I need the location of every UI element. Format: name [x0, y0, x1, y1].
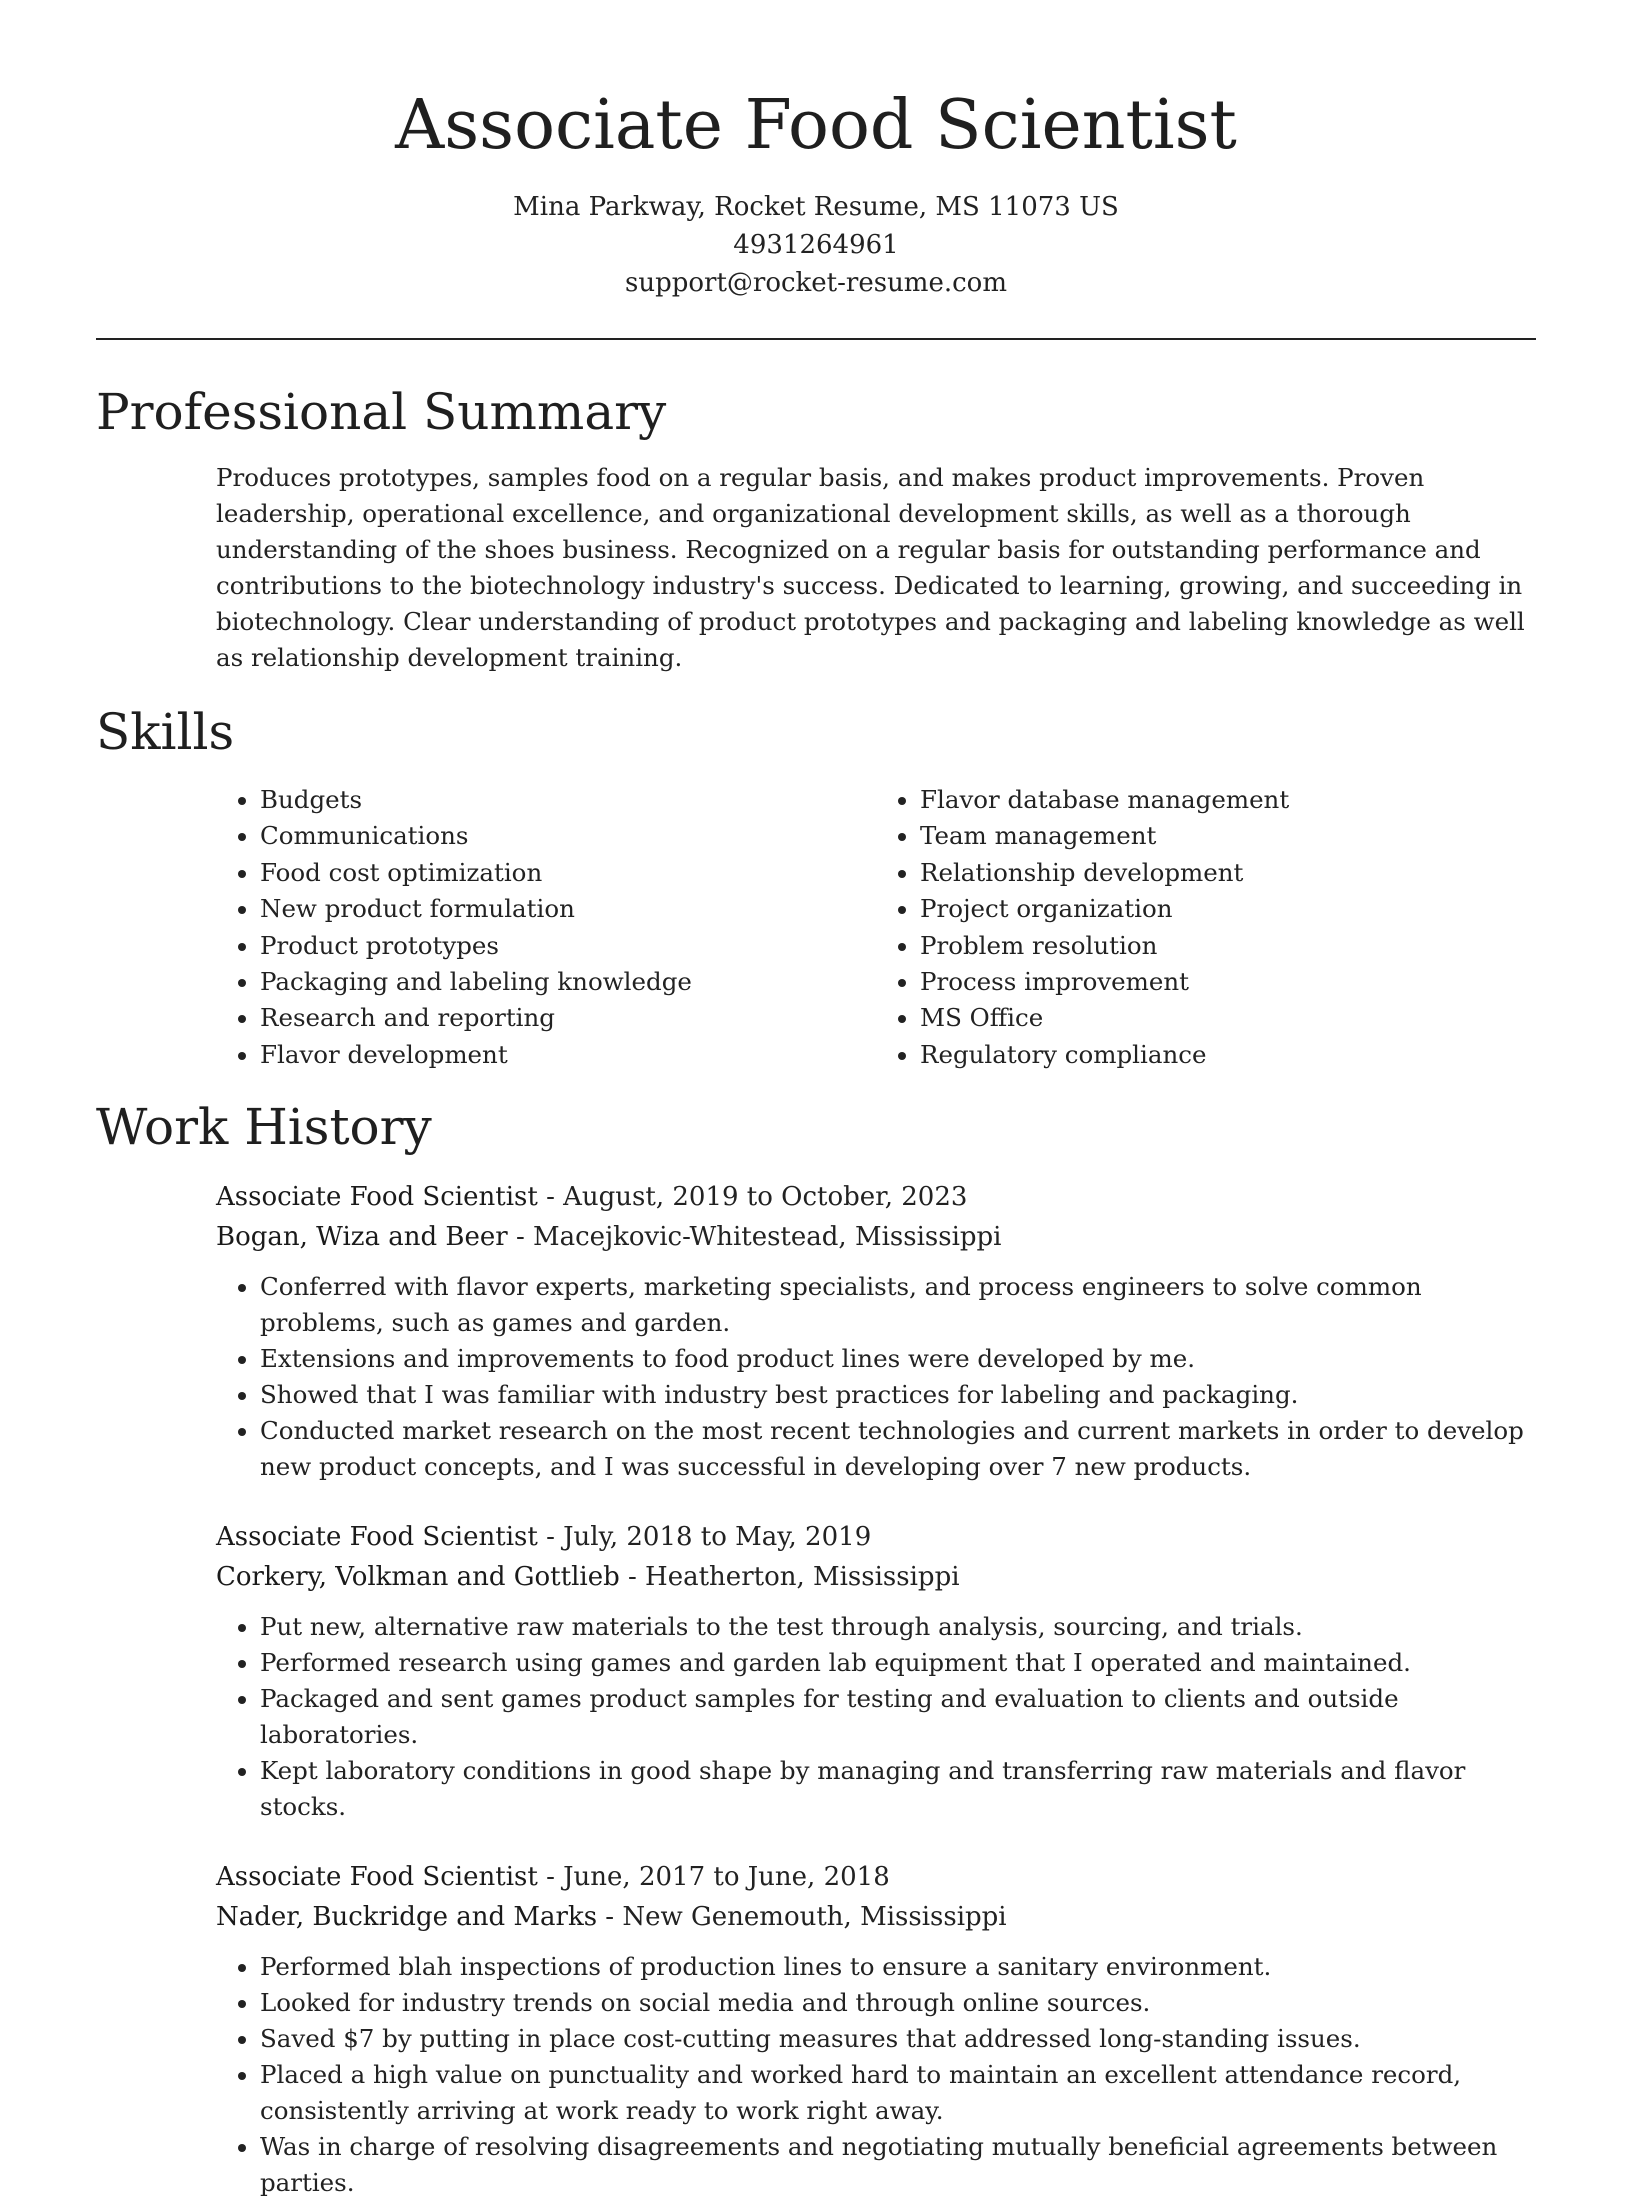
- skill-item: • Budgets: [260, 782, 876, 818]
- job-bullets: [216, 1269, 1536, 1485]
- skill-item: • Food cost optimization: [260, 855, 876, 891]
- job-location: - Macejkovic-Whitestead, Mississippi: [507, 1222, 1002, 1253]
- header-divider: [96, 338, 1536, 340]
- skill-item: • Communications: [260, 818, 876, 854]
- job-dates: - June, 2017 to June, 2018: [537, 1862, 890, 1893]
- skill-item: • Flavor database management: [920, 782, 1536, 818]
- skills-column-left: [216, 782, 876, 1073]
- job-bullet: • Was in charge of resolving disagreements and negotiating mutually beneficial agreements between parties.: [260, 2129, 1536, 2201]
- job-bullet: • Packaged and sent games product samples for testing and evaluation to clients and outside laboratories.: [260, 1681, 1536, 1753]
- job-bullet: • Kept laboratory conditions in good shape by managing and transferring raw materials and flavor stocks.: [260, 1753, 1536, 1825]
- job-title-line: [216, 1857, 1536, 1897]
- job-bullet: • Showed that I was familiar with industry best practices for labeling and packaging.: [260, 1377, 1536, 1413]
- job-title-line: [216, 1517, 1536, 1557]
- job-dates: - July, 2018 to May, 2019: [537, 1522, 872, 1553]
- job-company: Bogan, Wiza and Beer: [216, 1222, 508, 1253]
- job-bullet: • Extensions and improvements to food product lines were developed by me.: [260, 1341, 1536, 1377]
- job-company-line: [216, 1217, 1536, 1257]
- job-bullet: • Performed blah inspections of production lines to ensure a sanitary environment.: [260, 1949, 1536, 1985]
- job-bullet: • Conducted market research on the most recent technologies and current markets in order to develop new product concepts, and I was successful in developing over 7 new products.: [260, 1413, 1536, 1485]
- skill-item: • Flavor development: [260, 1037, 876, 1073]
- contact-block: [96, 188, 1536, 302]
- summary-heading: Professional Summary: [96, 383, 667, 441]
- job-dates: - August, 2019 to October, 2023: [537, 1182, 968, 1213]
- job-company: Corkery, Volkman and Gottlieb: [216, 1562, 620, 1593]
- skill-item: • Project organization: [920, 891, 1536, 927]
- skills-list: [216, 782, 1536, 1073]
- skill-item: • Relationship development: [920, 855, 1536, 891]
- job-bullet: • Performed research using games and garden lab equipment that I operated and maintained.: [260, 1645, 1536, 1681]
- job-company-line: [216, 1897, 1536, 1937]
- job-bullet: • Put new, alternative raw materials to the test through analysis, sourcing, and trials.: [260, 1609, 1536, 1645]
- skill-item: • Team management: [920, 818, 1536, 854]
- work-history-heading: Work History: [96, 1098, 432, 1157]
- summary-text: Produces prototypes, samples food on a regular basis, and makes product improvements. Proven leadership, operational excellence, and organizational development skills, as well as a thorough understanding of the shoes business. Recognized on a regular basis for outstanding performance and contributions to the biotechnology industry's success. Dedicated to learning, growing, and succeeding in biotechnology. Clear understanding of product prototypes and packaging and labeling knowledge as well as relationship development training.: [216, 463, 1525, 672]
- job-location: - New Genemouth, Mississippi: [597, 1902, 1007, 1933]
- job-title-line: [216, 1177, 1536, 1217]
- job-entry: [216, 1517, 1536, 1825]
- job-role: Associate Food Scientist: [216, 1522, 538, 1553]
- skill-item: • Product prototypes: [260, 928, 876, 964]
- job-bullet: • Looked for industry trends on social media and through online sources.: [260, 1985, 1536, 2021]
- skill-item: • Research and reporting: [260, 1000, 876, 1036]
- contact-phone: 4931264961: [733, 230, 899, 260]
- job-bullets: [216, 1609, 1536, 1825]
- job-location: - Heatherton, Mississippi: [619, 1562, 960, 1593]
- job-company: Nader, Buckridge and Marks: [216, 1902, 598, 1933]
- skill-item: • Packaging and labeling knowledge: [260, 964, 876, 1000]
- job-role: Associate Food Scientist: [216, 1182, 538, 1213]
- skills-column-right: [876, 782, 1536, 1073]
- skill-item: • New product formulation: [260, 891, 876, 927]
- skill-item: • Problem resolution: [920, 928, 1536, 964]
- skills-heading: Skills: [96, 703, 235, 761]
- resume-title: Associate Food Scientist: [395, 86, 1237, 165]
- job-entry: [216, 1177, 1536, 1485]
- job-bullet: • Saved $7 by putting in place cost-cutting measures that addressed long-standing issues.: [260, 2021, 1536, 2057]
- job-bullets: [216, 1949, 1536, 2201]
- resume-page: [96, 0, 1536, 2201]
- job-bullet: • Placed a high value on punctuality and worked hard to maintain an excellent attendance record, consistently arriving at work ready to work right away.: [260, 2057, 1536, 2129]
- contact-email: support@rocket-resume.com: [624, 268, 1007, 298]
- contact-address: Mina Parkway, Rocket Resume, MS 11073 US: [513, 192, 1119, 222]
- skill-item: • MS Office: [920, 1000, 1536, 1036]
- job-role: Associate Food Scientist: [216, 1862, 538, 1893]
- job-bullet: • Conferred with flavor experts, marketing specialists, and process engineers to solve common problems, such as games and garden.: [260, 1269, 1536, 1341]
- skill-item: • Regulatory compliance: [920, 1037, 1536, 1073]
- skill-item: • Process improvement: [920, 964, 1536, 1000]
- job-entry: [216, 1857, 1536, 2201]
- job-company-line: [216, 1557, 1536, 1597]
